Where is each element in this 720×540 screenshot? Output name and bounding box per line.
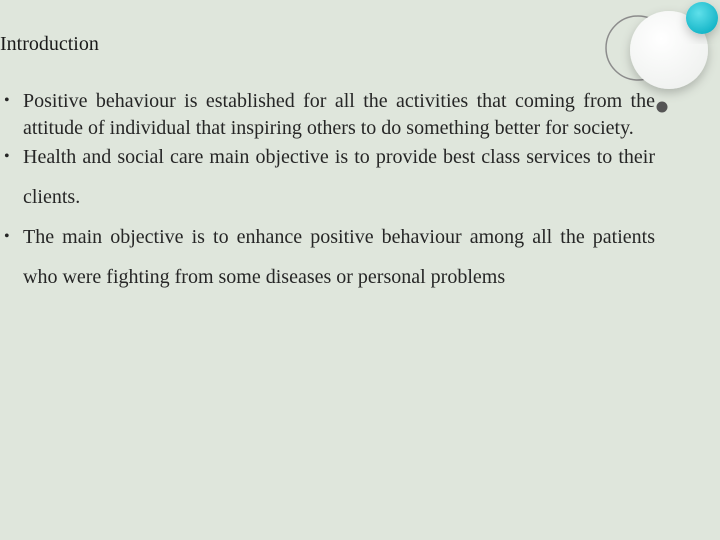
- bullet-text: Health and social care main objective is to provide best class services to their clients.: [23, 146, 655, 208]
- white-circle-icon: [630, 11, 708, 89]
- slide-title: Introduction: [0, 33, 99, 55]
- bullet-item: [0, 224, 655, 304]
- teal-circle-icon: [686, 2, 718, 34]
- bullet-item: [0, 88, 655, 141]
- gray-dot-icon: [657, 102, 668, 113]
- outline-ring-icon: [606, 16, 670, 80]
- bullet-item: [0, 144, 655, 224]
- bullet-marker: •: [4, 92, 10, 109]
- bullet-marker: •: [4, 228, 10, 245]
- bullet-text: Positive behaviour is established for all the activities that coming from the attitude of individual that inspiring others to do something better for society.: [23, 90, 655, 139]
- bullet-list: [0, 88, 655, 304]
- bullet-marker: •: [4, 148, 10, 165]
- bullet-text: The main objective is to enhance positive behaviour among all the patients who were fighting from some diseases or personal problems: [23, 226, 655, 288]
